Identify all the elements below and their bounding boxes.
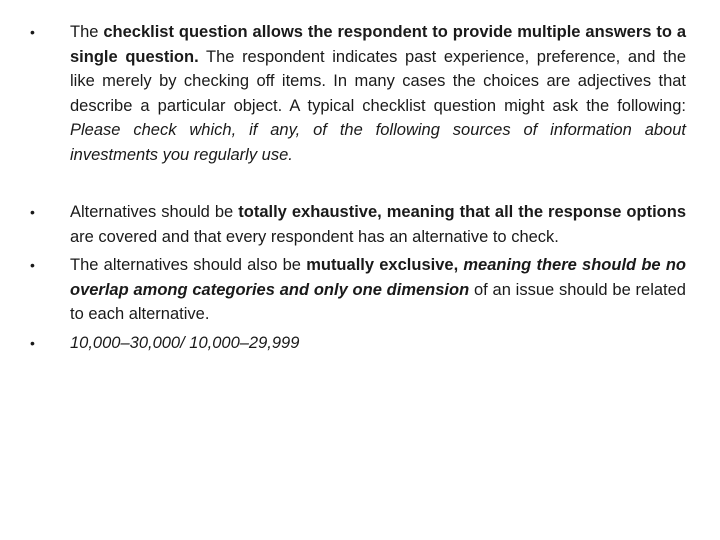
text-segment: The respondent indicates past experience, preference, and the like merely by checking off items. In many cases the choices are adjectives that describe a particular object. A typical checklist question might ask the following: — [70, 47, 686, 115]
bullet-marker: • — [30, 335, 35, 351]
text-segment: Alternatives should be — [70, 203, 239, 221]
text-segment-italic: Please check which, if any, of the following sources of information about investments you regularly use. — [70, 121, 686, 164]
bullet-text — [70, 20, 686, 167]
text-segment-bold: totally exhaustive, meaning that all the response options — [238, 203, 686, 221]
text-segment-bold-italic: meaning there should be no overlap among categories and only one dimension — [70, 256, 686, 299]
bullet-marker: • — [30, 204, 35, 220]
bullet-marker: • — [30, 24, 35, 40]
text-segment-bold: mutually exclusive, — [306, 256, 459, 274]
bullet-text — [70, 331, 686, 356]
bullet-totally-exhaustive — [30, 200, 686, 249]
bullet-range-example — [30, 331, 686, 356]
bullet-mutually-exclusive — [30, 253, 686, 327]
bullet-marker: • — [30, 257, 35, 273]
text-segment-italic: 10,000–30,000/ 10,000–29,999 — [70, 334, 300, 352]
bullet-text — [70, 253, 686, 327]
text-segment-bold: checklist question allows the respondent to provide multiple answers to a single question. — [70, 23, 686, 66]
text-segment: are covered and that every respondent has an alternative to check. — [70, 227, 559, 246]
text-segment: of an issue should be related to each alternative. — [70, 280, 686, 323]
bullet-text — [70, 200, 686, 249]
text-segment: The — [70, 23, 104, 41]
text-segment: The alternatives should also be — [70, 256, 307, 274]
bullet-checklist-question — [30, 20, 686, 167]
